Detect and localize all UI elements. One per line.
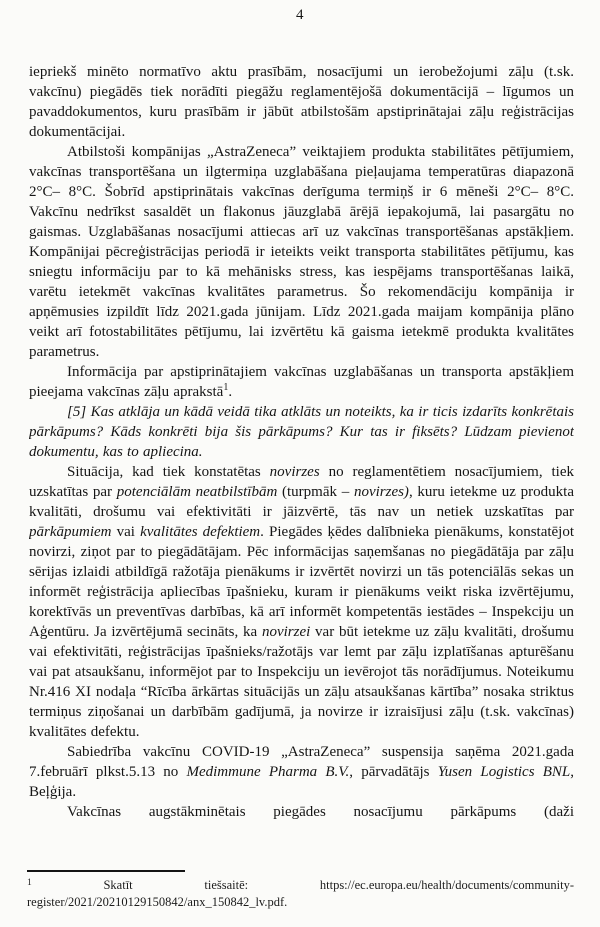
text-run: Atbilstoši kompānijas „AstraZeneca” veiktajiem produkta stabilitātes pētījumiem, vakcīnas transportēšana un ilgtermiņa uzglabāšana pieļaujama temperatūras diapazonā 2°C– 8°C. Šobrīd apstiprinātais vakcīnas derīguma termiņš ir 6 mēneši 2°C– 8°C. Vakcīnu nedrīkst sasaldēt un flakonus jāuzglabā ārējā iepakojumā, lai pasargātu no gaismas. Uzglabāšanas nosacījumi attiecas arī uz vakcīnas transportēšanas apstākļiem. Kompānijai pēcreģistrācijas periodā ir ieteikts veikt transporta stabilitātes pētījumu, kas sniegtu informāciju par to kā mehānisks stress, kas iespējams transportēšanas laikā, varētu ietekmēt vakcīnas kvalitātes parametrus. Šo rekomendāciju kompānija ir apņēmusies izpildīt līdz 2021.gada jūnijam. Līdz 2021.gada maijam kompānija plāno veikt arī fotostabilitātes pētījumu, lai izvērtētu kā gaisma ietekmē produkta kvalitātes parametrus. [29,144,574,360]
text-run: . [228,384,233,400]
paragraph [29,742,574,802]
text-run: no reglamentētiem nosacījumiem, tiek uzskatītas par [29,464,574,500]
text-run: pārkāpumiem [29,524,112,540]
text-run: vai [111,524,141,540]
text-run: potenciālām neatbilstībām [116,484,278,500]
text-run: . Piegādes ķēdes dalībnieka pienākums, konstatējot novirzi, ziņot par to piegādātājam. Pēc informācijas saņemšanas no piegādātāja par zāļu sērijas izlaidi atbildīgā ražotāja pienākums ir izvērtēt novirzi un tās potenciālās sekas un informēt reģistrācija apliecības īpašnieku, kuram ir pienākums veikt riska izvērtējumu, korektīvās un preventīvas darbības, kā arī informēt kompetentās iestādes – Inspekciju un Aģentūru. Ja izvērtējumā secināts, ka [29,524,574,640]
text-run: Yusen Logistics BNL [437,764,571,780]
text-run: Situācija, kad tiek konstatētas [67,464,270,480]
text-run: kvalitātes defektiem [140,524,261,540]
footnote-line-2: register/2021/20210129150842/anx_150842_lv.pdf. [27,895,288,909]
text-run: Medimmune Pharma B.V. [186,764,350,780]
text-run: Vakcīnas augstākminētais piegādes nosacījumu pārkāpums (daži [67,804,574,820]
paragraph [29,462,574,742]
text-run: , kuru ietekme uz produkta kvalitāti, drošumu vai efektivitāti ir jāizvērtē, tās nav un netiek uzskatītas par [29,484,574,520]
text-run: (turpmāk – [277,484,354,500]
text-run: , pārvadātājs [349,764,438,780]
text-run: var būt ietekme uz zāļu kvalitāti, drošumu vai efektivitāti, reģistrācijas īpašnieks/ražotājs var lemt par zāļu izplatīšanas apturēšanu vai pat atsaukšanu, informējot par to Inspekciju un ievērojot tās norādījumus. Noteikumu Nr.416 XI nodaļa “Rīcība ārkārtas situācijās un zāļu atsaukšanas kārtība” nosaka striktus termiņus ziņošanai un darbībām gadījumā, ja novirze ir izraisījusi zāļu (t.sk. vakcīnas) kvalitātes defektu. [29,624,574,740]
paragraph [29,142,574,362]
footnote [27,870,574,911]
page-number: 4 [296,7,304,23]
paragraph [29,802,574,822]
document-body [29,62,574,868]
text-run: novirzei [261,624,311,640]
text-run: novirzes [269,464,320,480]
text-run: iepriekš minēto normatīvo aktu prasībām, nosacījumi un ierobežojumi zāļu (t.sk. vakcīnu) piegādēs tiek norādīti piegāžu reglamentējošā dokumentācijā – līgumos un pavaddokumentos, kuru prasībām ir jābūt atbilstošām apstiprinātajai zāļu reģistrācijas dokumentācijai. [29,64,574,140]
text-run: Sabiedrība vakcīnu COVID-19 „AstraZeneca” suspensija saņēma 2021.gada 7.februārī plkst.5.13 no [29,744,574,780]
paragraph [29,402,574,462]
footnote-divider [27,870,185,872]
footnote-reference: 1 [223,382,229,393]
footnote-url: https://ec.europa.eu/health/documents/community- [319,878,574,892]
footnote-line-1: 1 Skatīt tiešsaitē: https://ec.europa.eu/health/documents/community- [27,878,574,892]
paragraph [29,62,574,142]
footnote-text-online: tiešsaitē: [204,878,249,892]
text-run: , Beļģija. [29,764,574,800]
text-run: [5] Kas atklāja un kādā veidā tika atklāts un noteikts, ka ir ticis izdarīts konkrētais pārkāpums? Kāds konkrēti bija šis pārkāpums? Kur tas ir fiksēts? Lūdzam pievienot dokumentu, kas to apliecina. [29,404,574,460]
text-run: novirzes) [353,484,409,500]
text-run: Informācija par apstiprinātajiem vakcīnas uzglabāšanas un transporta apstākļiem pieejama vakcīnas zāļu aprakstā [29,364,574,400]
paragraph [29,362,574,402]
footnote-text-see: Skatīt [103,878,133,892]
